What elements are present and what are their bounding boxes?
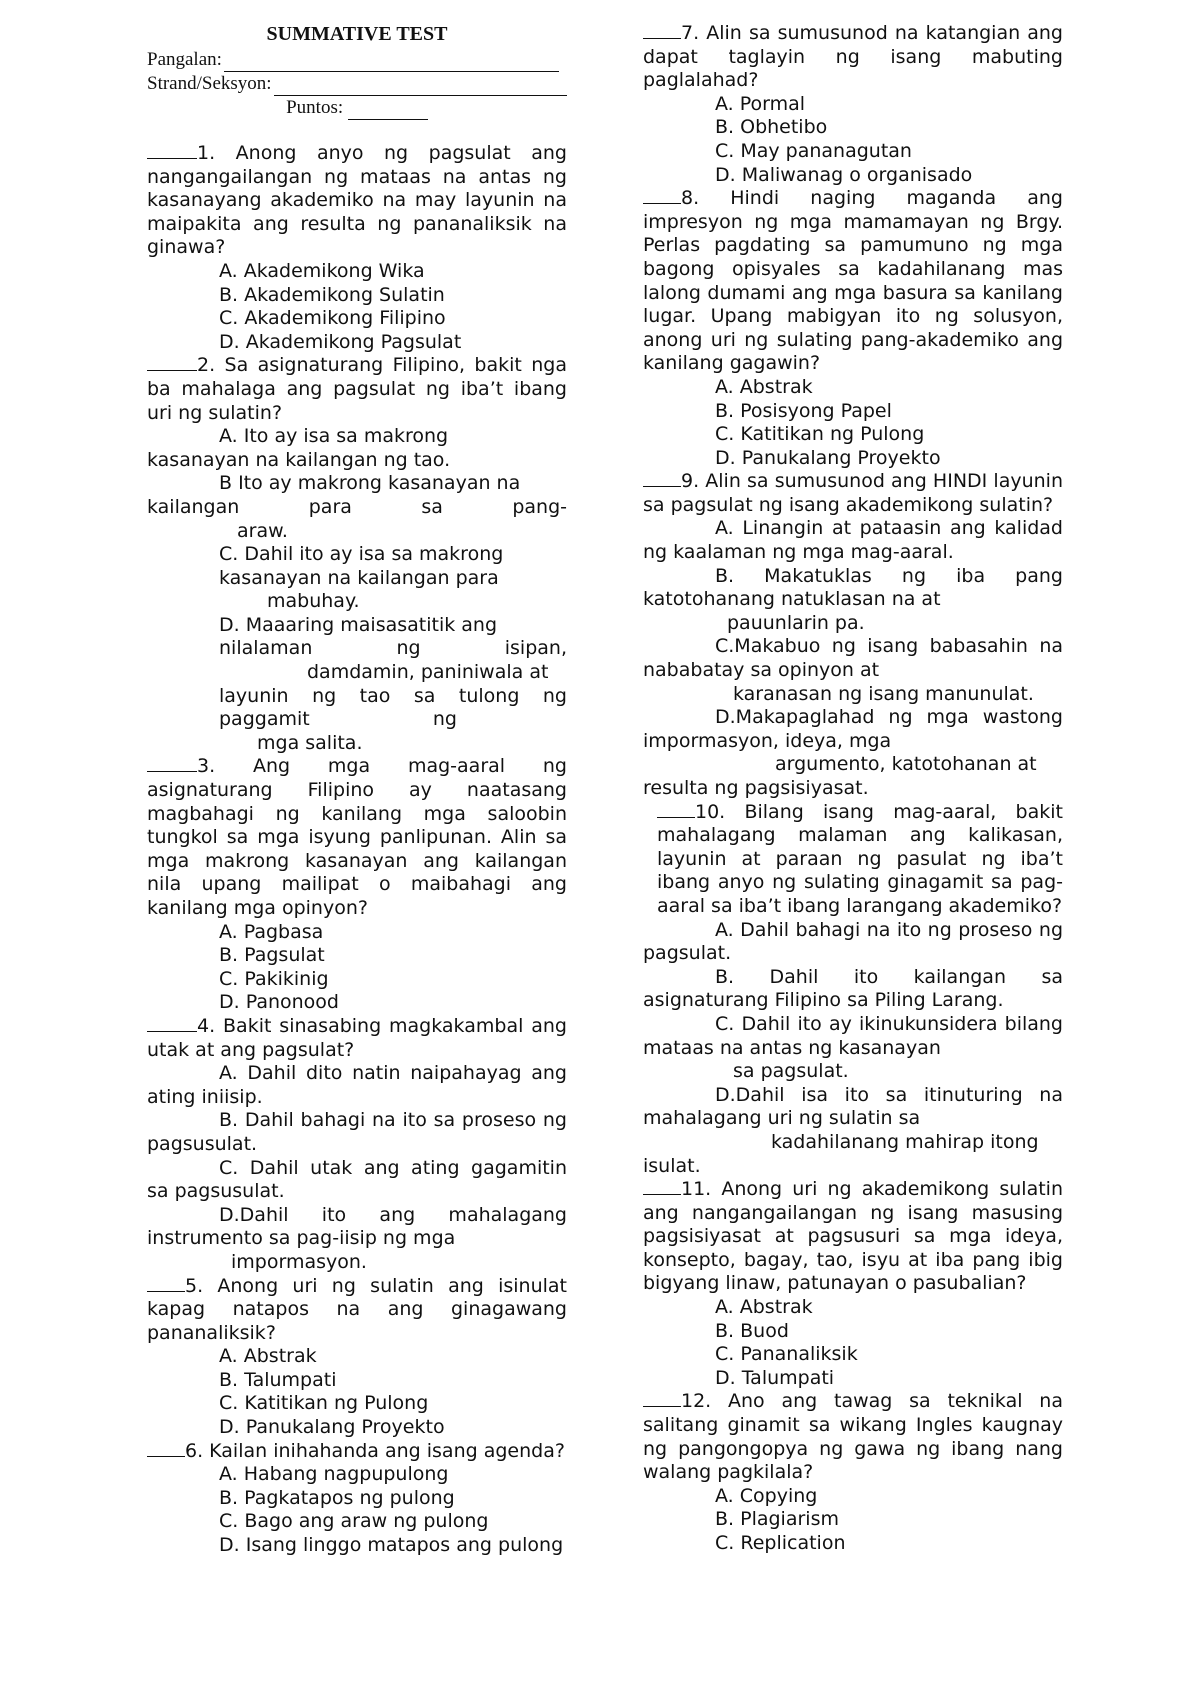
option: C. Pakikinig: [219, 967, 329, 990]
option: D. Panonood: [219, 991, 339, 1014]
question-text: 2. Sa asignaturang Filipino, bakit nga ba mahalaga ang pagsulat ng iba’t ibang uri ng sulatin?: [147, 354, 567, 424]
option: A. Pagbasa: [219, 920, 324, 943]
strand-label: Strand/Seksyon:: [147, 73, 272, 94]
test-header: [147, 22, 567, 120]
option-continuation: mabuhay.: [267, 590, 360, 613]
option: B. Pagsulat: [219, 944, 325, 967]
option: A. Abstrak: [715, 1296, 813, 1319]
answer-blank-9[interactable]: [643, 470, 681, 487]
option: D. Panukalang Proyekto: [219, 1416, 445, 1439]
option: A. Akademikong Wika: [219, 259, 425, 282]
option: A. Abstrak: [715, 375, 813, 398]
option: B. Pagkatapos ng pulong: [219, 1486, 455, 1509]
option: B. Talumpati: [219, 1368, 337, 1391]
option: C. Bago ang araw ng pulong: [219, 1510, 489, 1533]
option-continuation: kasanayan na kailangan ng tao.: [147, 448, 451, 471]
option-continuation: mga salita.: [257, 731, 363, 754]
option-continuation: kailangan para sa pang-: [147, 495, 567, 518]
option: D. Isang linggo matapos ang pulong: [219, 1534, 564, 1557]
option-continuation: sa pagsulat.: [733, 1060, 849, 1083]
option: B. Akademikong Sulatin: [219, 283, 445, 306]
option-continuation: resulta ng pagsisiyasat.: [643, 777, 869, 799]
answer-blank-6[interactable]: [147, 1440, 185, 1457]
option: A. Abstrak: [219, 1345, 317, 1368]
option-continuation: layunin ng tao sa tulong ng: [219, 684, 567, 707]
question-3: [147, 755, 567, 1015]
option: B. Posisyong Papel: [715, 399, 892, 422]
option: B. Buod: [715, 1319, 789, 1342]
question-text: 4. Bakit sinasabing magkakambal ang utak at ang pagsulat?: [147, 1014, 567, 1061]
answer-blank-12[interactable]: [643, 1390, 681, 1407]
option-continuation: impormasyon.: [231, 1250, 367, 1273]
answer-blank-5[interactable]: [147, 1275, 185, 1292]
option: A. Ito ay isa sa makrong: [219, 425, 449, 448]
option: D. Panukalang Proyekto: [715, 446, 941, 469]
option: D. Akademikong Pagsulat: [219, 330, 462, 353]
option: C. Akademikong Filipino: [219, 307, 446, 330]
option: B. Plagiarism: [715, 1508, 839, 1531]
option: D. Talumpati: [715, 1366, 835, 1389]
option: C. Katitikan ng Pulong: [219, 1392, 429, 1415]
option: A. Dahil bahagi na ito ng proseso ng pagsulat.: [643, 918, 1063, 965]
answer-blank-10[interactable]: [657, 801, 695, 818]
right-column: [643, 22, 1063, 1556]
question-text: 10. Bilang isang mag-aaral, bakit mahalagang malaman ang kalikasan, layunin at paraan ng pasulat ng iba’t ibang anyo ng sulating ginagamit sa pag-aaral sa iba’t ibang larangang akademiko?: [657, 800, 1063, 917]
question-5: [147, 1275, 567, 1440]
answer-blank-7[interactable]: [643, 22, 681, 39]
option: A. Habang nagpupulong: [219, 1463, 449, 1486]
question-7: [643, 22, 1063, 187]
option: C. May pananagutan: [715, 139, 912, 162]
question-6: [147, 1440, 567, 1558]
option: D.Dahil ito ang mahalagang instrumento sa pag-iisip ng mga: [147, 1203, 567, 1250]
answer-blank-2[interactable]: [147, 354, 197, 371]
option: D. Maaaring maisasatitik ang: [219, 613, 498, 636]
puntos-label: Puntos:: [286, 97, 344, 118]
option: D. Maliwanag o organisado: [715, 163, 973, 186]
answer-blank-4[interactable]: [147, 1015, 197, 1032]
option: A. Copying: [715, 1484, 818, 1507]
option: A. Dahil dito natin naipahayag ang ating iniisip.: [147, 1062, 567, 1108]
option-continuation: karanasan ng isang manunulat.: [733, 682, 1034, 705]
pangalan-label: Pangalan:: [147, 49, 222, 70]
option: C. Dahil ito ay isa sa makrong: [219, 543, 504, 566]
option: D.Makapaglahad ng mga wastong impormasyon, ideya, mga: [643, 706, 1063, 752]
question-text: 3. Ang mga mag-aaral ng asignaturang Filipino ay naatasang magbahagi ng kanilang mga saloobin tungkol sa mga isyung panlipunan. Alin sa mga makrong kasanayan ang kailangan nila upang mailipat o maibahagi ang kanilang mga opinyon?: [147, 755, 567, 919]
question-4: [147, 1015, 567, 1275]
strand-blank[interactable]: [274, 77, 567, 96]
option: C. Replication: [715, 1532, 846, 1554]
question-12: [643, 1390, 1063, 1555]
answer-blank-8[interactable]: [643, 187, 681, 204]
option: B. Obhetibo: [715, 116, 828, 139]
option: C. Dahil ito ay ikinukunsidera bilang mataas na antas ng kasanayan: [643, 1012, 1063, 1059]
option: D.Dahil isa ito sa itinuturing na mahalagang uri ng sulatin sa: [643, 1083, 1063, 1130]
option-continuation: nilalaman ng isipan,: [219, 637, 567, 660]
pangalan-field[interactable]: [147, 48, 567, 72]
question-text: 8. Hindi naging maganda ang impresyon ng mga mamamayan ng Brgy. Perlas pagdating sa pamumuno ng mga bagong opisyales sa kadahilanang mas lalong dumami ang mga basura sa kanilang lugar. Upang mabigyan ito ng solusyon, anong uri ng sulating pang-akademiko ang kanilang gagawin?: [643, 187, 1063, 375]
left-column: [147, 22, 567, 1558]
question-text: 7. Alin sa sumusunod na katangian ang dapat taglayin ng isang mabuting paglalahad?: [643, 22, 1063, 92]
question-text: 6. Kailan inihahanda ang isang agenda?: [185, 1439, 565, 1462]
puntos-field[interactable]: [147, 96, 567, 120]
question-text: 11. Anong uri ng akademikong sulatin ang nangangailangan ng isang masusing pagsisiyasat at pagsusuri sa mga ideya, konsepto, bagay, tao, isyu at iba pang ibig bigyang linaw, patunayan o pasubalian?: [643, 1178, 1063, 1295]
question-8: [643, 187, 1063, 470]
option-continuation: kadahilanang mahirap itong: [771, 1130, 1039, 1153]
question-text: 9. Alin sa sumusunod ang HINDI layunin sa pagsulat ng isang akademikong sulatin?: [643, 470, 1063, 516]
puntos-blank[interactable]: [348, 103, 428, 120]
answer-blank-1[interactable]: [147, 142, 197, 159]
question-10: [643, 801, 1063, 1179]
option: C. Pananaliksik: [715, 1343, 858, 1366]
question-text: 1. Anong anyo ng pagsulat ang nangangailangan ng mataas na antas ng kasanayang akademiko na may layunin na maipakita ang resulta ng pananaliksik na ginawa?: [147, 142, 567, 259]
option: A. Linangin at pataasin ang kalidad ng kaalaman ng mga mag-aaral.: [643, 517, 1063, 564]
option-continuation: argumento, katotohanan at: [775, 753, 1037, 776]
option-continuation: paggamit ng: [219, 708, 457, 731]
option-continuation: damdamin, paniniwala at: [307, 661, 549, 684]
pangalan-blank[interactable]: [224, 53, 559, 72]
option: C. Dahil utak ang ating gagamitin sa pagsusulat.: [147, 1156, 567, 1203]
option: C. Katitikan ng Pulong: [715, 423, 925, 446]
option-continuation: isulat.: [643, 1154, 701, 1177]
option: C.Makabuo ng isang babasahin na nababatay sa opinyon at: [643, 635, 1063, 682]
test-title: SUMMATIVE TEST: [266, 23, 448, 45]
question-9: [643, 470, 1063, 800]
answer-blank-3[interactable]: [147, 755, 197, 772]
question-text: 5. Anong uri ng sulatin ang isinulat kapag natapos na ang ginagawang pananaliksik?: [147, 1274, 567, 1344]
option: B. Makatuklas ng iba pang katotohanang natuklasan na at: [643, 564, 1063, 611]
answer-blank-11[interactable]: [643, 1178, 681, 1195]
option: A. Pormal: [715, 92, 806, 115]
option-continuation: araw.: [237, 519, 288, 542]
option-continuation: pauunlarin pa.: [727, 611, 865, 634]
question-1: [147, 142, 567, 354]
strand-field[interactable]: [147, 72, 567, 96]
option-continuation: kasanayan na kailangan para: [219, 566, 499, 589]
question-text: 12. Ano ang tawag sa teknikal na salitang ginamit sa wikang Ingles kaugnay ng pangongopya ng gawa ng ibang nang walang pagkilala?: [643, 1390, 1063, 1484]
question-2: [147, 354, 567, 755]
option: B Ito ay makrong kasanayan na: [219, 472, 521, 495]
option: B. Dahil bahagi na ito sa proseso ng pagsusulat.: [147, 1109, 567, 1155]
question-11: [643, 1178, 1063, 1390]
option: B. Dahil ito kailangan sa asignaturang Filipino sa Piling Larang.: [643, 965, 1063, 1012]
